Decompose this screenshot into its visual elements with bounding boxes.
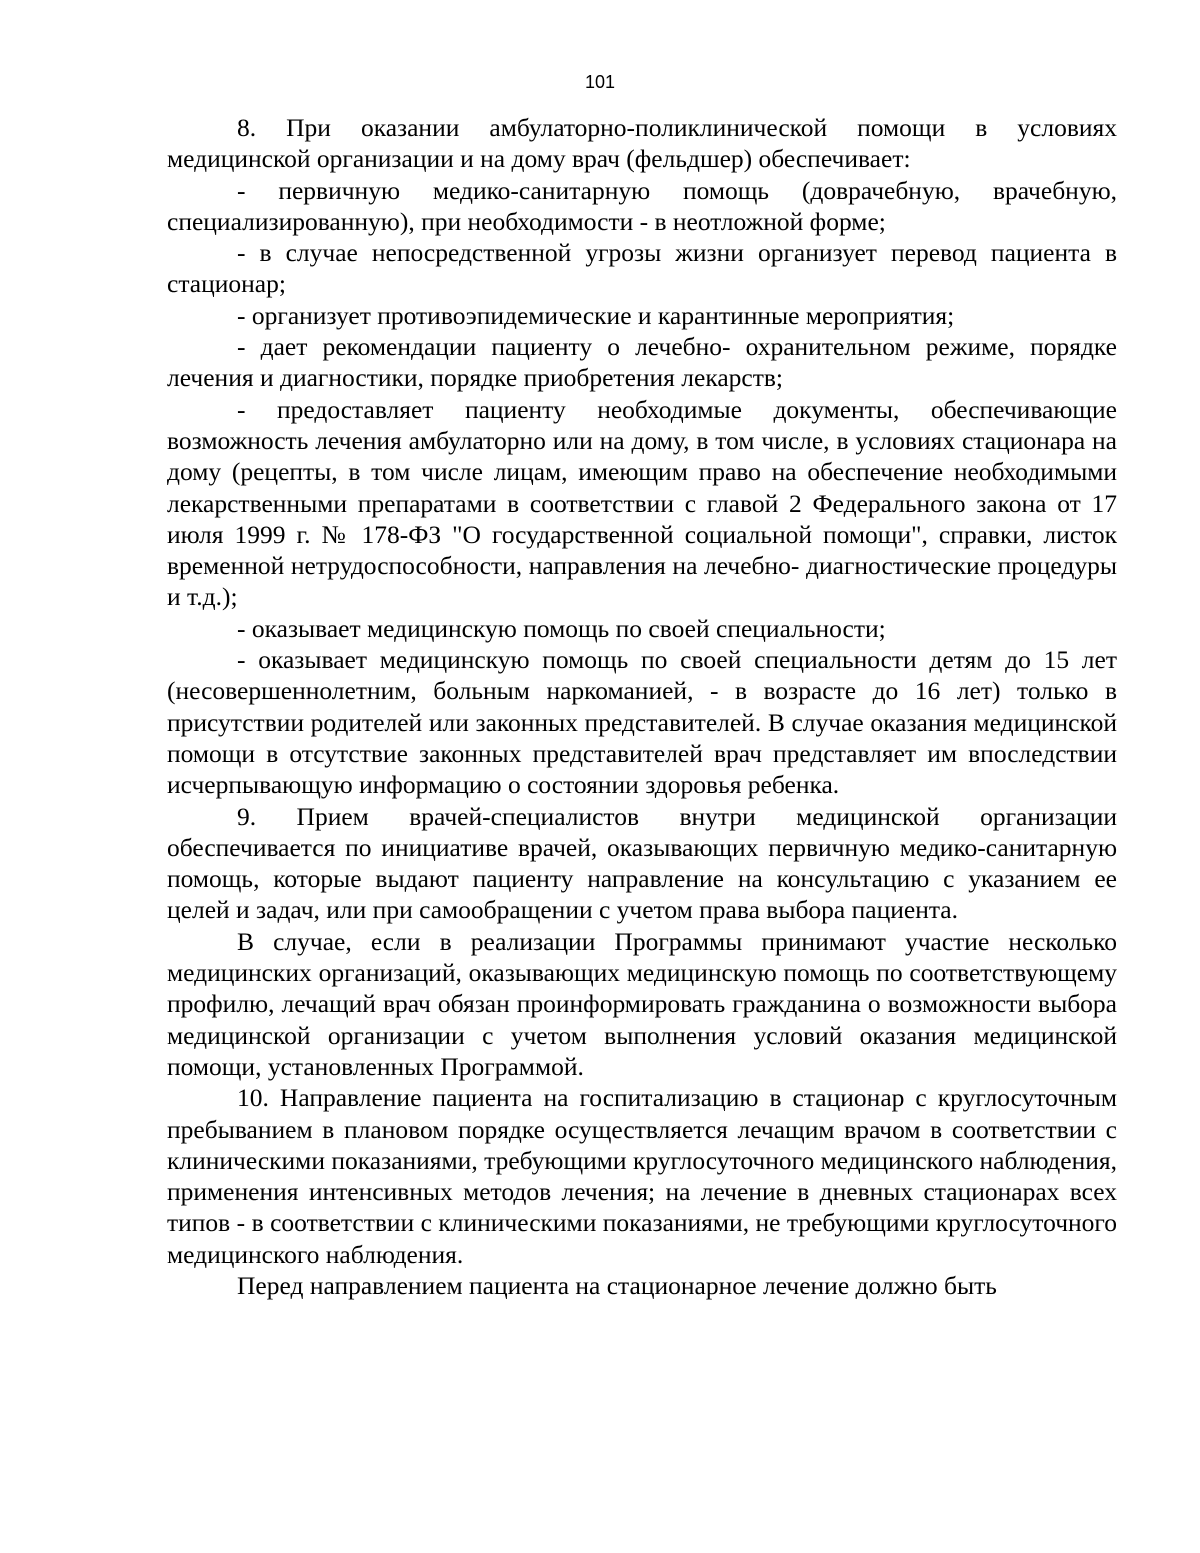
paragraph: - в случае непосредственной угрозы жизни организует перевод пациента в стационар; [167,238,1117,299]
document-body [167,112,1117,1301]
paragraph: Перед направлением пациента на стационарное лечение должно быть [237,1270,997,1300]
paragraph: - оказывает медицинскую помощь по своей специальности; [237,613,886,643]
paragraph: - оказывает медицинскую помощь по своей специальности детям до 15 лет (несовершеннолетним, больным наркоманией, - в возрасте до 16 лет) только в присутствии родителей или законных представителей. В случае оказания медицинской помощи в отсутствие законных представителей врач представляет им впоследствии исчерпывающую информацию о состоянии здоровья ребенка. [167,645,1117,800]
paragraph: 8. При оказании амбулаторно-поликлинической помощи в условиях медицинской организации и на дому врач (фельдшер) обеспечивает: [167,113,1117,174]
paragraph: В случае, если в реализации Программы принимают участие несколько медицинских организаций, оказывающих медицинскую помощь по соответствующему профилю, лечащий врач обязан проинформировать гражданина о возможности выбора медицинской организации с учетом выполнения условий оказания медицинской помощи, установленных Программой. [167,926,1117,1081]
paragraph: 10. Направление пациента на госпитализацию в стационар с круглосуточным пребыванием в плановом порядке осуществляется лечащим врачом в соответствии с клиническими показаниями, требующими круглосуточного медицинского наблюдения, применения интенсивных методов лечения; на лечение в дневных стационарах всех типов - в соответствии с клиническими показаниями, не требующими круглосуточного медицинского наблюдения. [167,1083,1117,1269]
paragraph: 9. Прием врачей-специалистов внутри медицинской организации обеспечивается по инициативе врачей, оказывающих первичную медико-санитарную помощь, которые выдают пациенту направление на консультацию с указанием ее целей и задач, или при самообращении с учетом права выбора пациента. [167,801,1117,925]
paragraph: - дает рекомендации пациенту о лечебно- охранительном режиме, порядке лечения и диагностики, порядке приобретения лекарств; [167,332,1117,393]
paragraph: - организует противоэпидемические и карантинные мероприятия; [237,300,955,330]
paragraph: - предоставляет пациенту необходимые документы, обеспечивающие возможность лечения амбулаторно или на дому, в том числе, в условиях стационара на дому (рецепты, в том числе лицам, имеющим право на обеспечение необходимыми лекарственными препаратами в соответствии с главой 2 Федерального закона от 17 июля 1999 г. № 178-ФЗ "О государственной социальной помощи", справки, листок временной нетрудоспособности, направления на лечебно- диагностические процедуры и т.д.); [167,394,1117,612]
page-number: 101 [584,72,616,92]
paragraph: - первичную медико-санитарную помощь (доврачебную, врачебную, специализированную), при необходимости - в неотложной форме; [167,175,1117,236]
